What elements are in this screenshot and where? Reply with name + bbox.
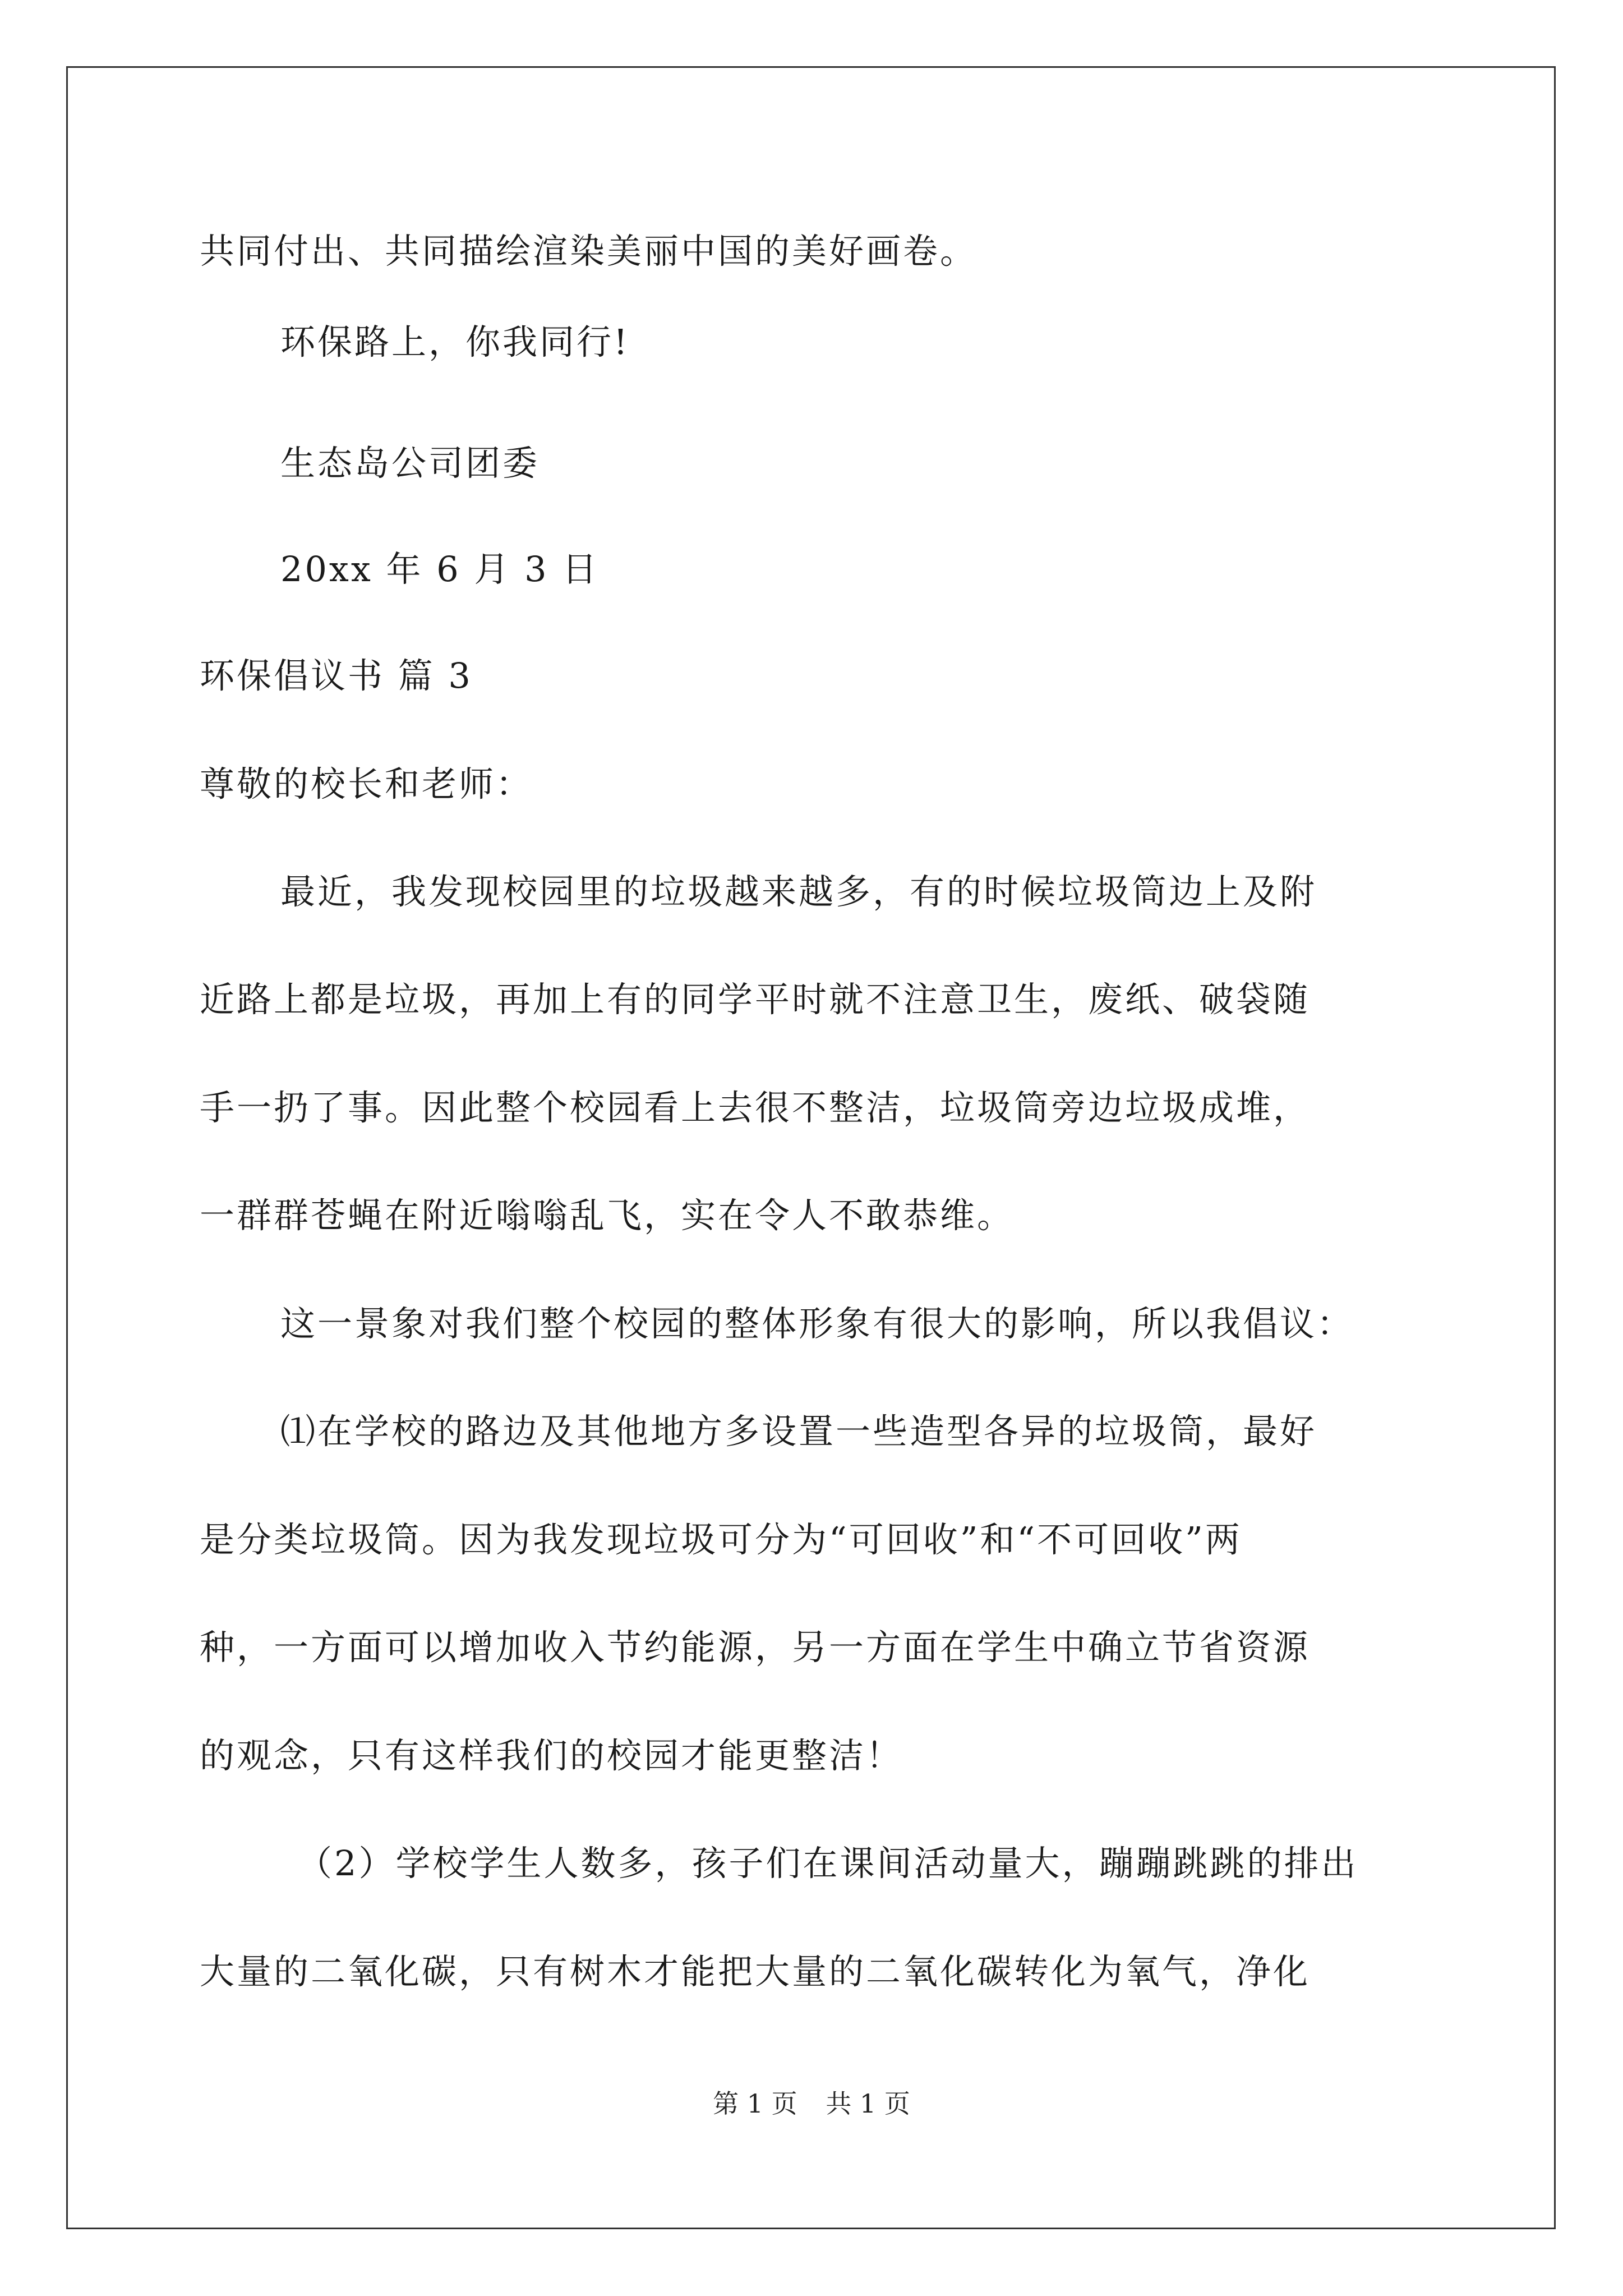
text-line-12: ⑴在学校的路边及其他地方多设置一些造型各异的垃圾筒，最好 (280, 1411, 1317, 1452)
text-line-15: 的观念，只有这样我们的校园才能更整洁！ (200, 1735, 903, 1776)
text-line-9: 手一扔了事。因此整个校园看上去很不整洁，垃圾筒旁边垃圾成堆， (200, 1087, 1311, 1128)
text-line-14: 种，一方面可以增加收入节约能源，另一方面在学生中确立节省资源 (200, 1627, 1311, 1668)
section-heading: 环保倡议书 篇 3 (200, 655, 473, 696)
page-number-total: 共 1 页 (826, 2088, 910, 2119)
text-line-3: 生态岛公司团委 (280, 443, 540, 484)
text-line-1: 共同付出、共同描绘渲染美丽中国的美好画卷。 (200, 231, 978, 272)
page-footer (0, 2087, 1623, 2120)
salutation: 尊敬的校长和老师： (200, 763, 533, 804)
text-line-11: 这一景象对我们整个校园的整体形象有很大的影响，所以我倡议： (280, 1303, 1354, 1344)
text-line-17: 大量的二氧化碳，只有树木才能把大量的二氧化碳转化为氧气，净化 (200, 1951, 1311, 1992)
date-line: 20xx 年 6 月 3 日 (280, 549, 600, 590)
text-line-16: （2）学校学生人数多，孩子们在课间活动量大，蹦蹦跳跳的排出 (297, 1843, 1358, 1884)
text-line-13: 是分类垃圾筒。因为我发现垃圾可分为“可回收”和“不可回收”两 (200, 1519, 1242, 1560)
text-line-8: 近路上都是垃圾，再加上有的同学平时就不注意卫生，废纸、破袋随 (200, 979, 1311, 1020)
text-line-2: 环保路上，你我同行! (280, 321, 630, 362)
page-number-current: 第 1 页 (713, 2088, 797, 2119)
text-line-7: 最近，我发现校园里的垃圾越来越多，有的时候垃圾筒边上及附 (280, 871, 1317, 912)
page-border (66, 66, 1556, 2229)
text-line-10: 一群群苍蝇在附近嗡嗡乱飞，实在令人不敢恭维。 (200, 1195, 1015, 1236)
